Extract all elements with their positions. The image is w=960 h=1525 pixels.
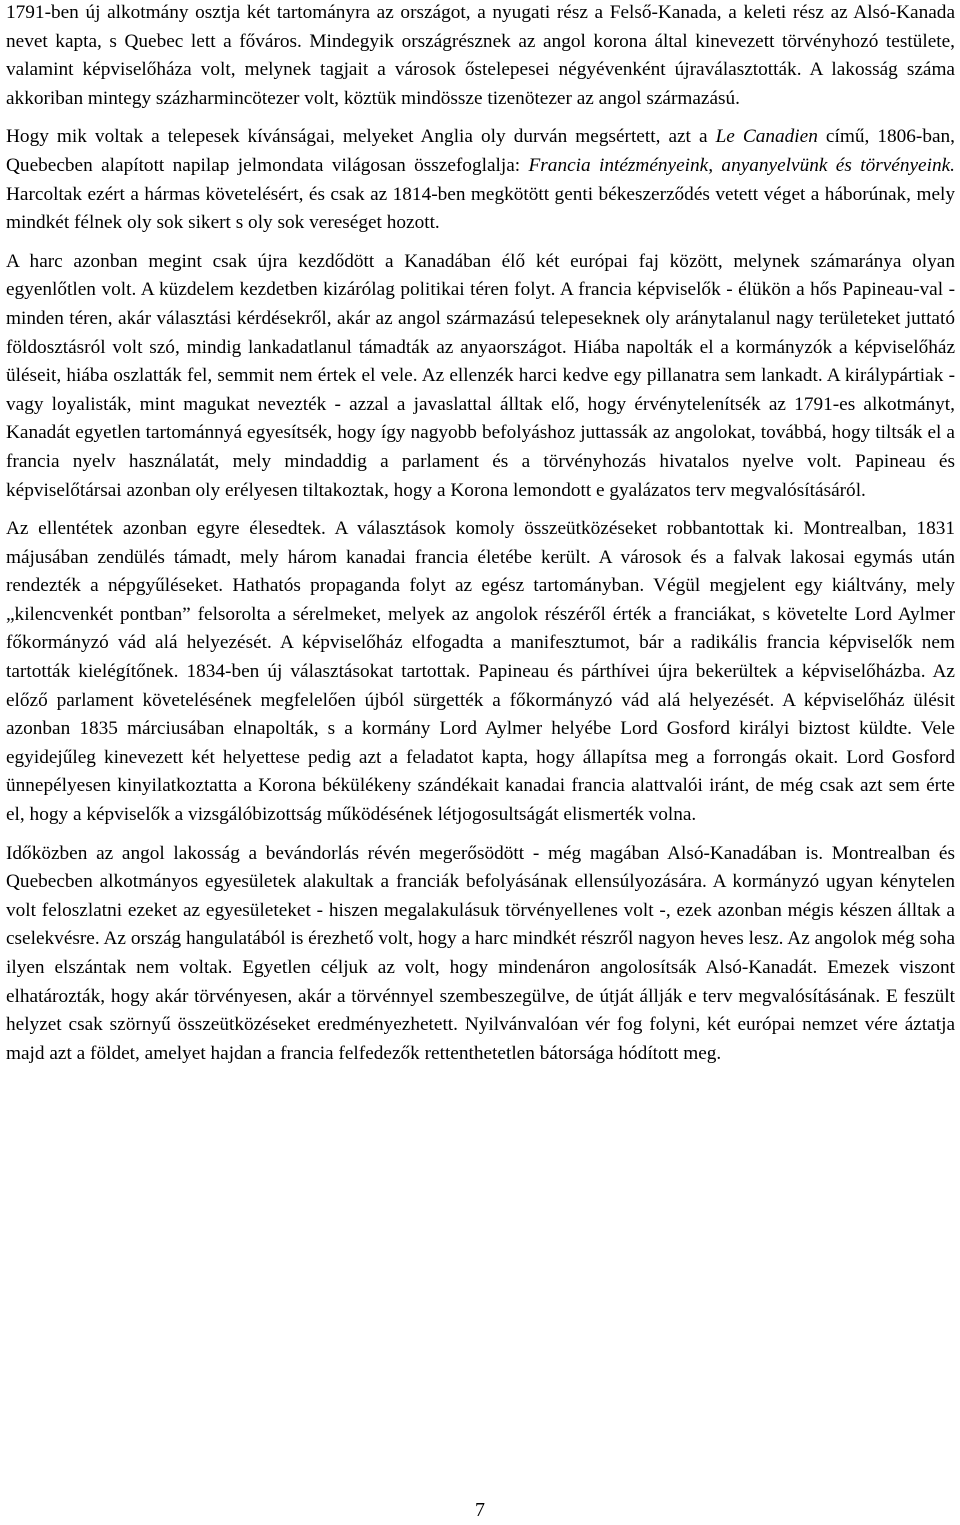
paragraph-text: 1791-ben új alkotmány osztja két tartományra az országot, a nyugati rész a Felső-Kanada, a keleti rész az Alsó-Kanada nevet kapta, s Quebec lett a főváros. Mindegyik országrésznek az angol korona által kinevezett törvényhozó testülete, valamint képviselőháza volt, melynek tagjait a városok őstelepesei négyévenként újraválasztották. A lakosság száma akkoriban mintegy százharmincötezer volt, köztük mindössze tizenötezer az angol származású. — [6, 2, 955, 109]
paragraph-english-population — [6, 840, 955, 1069]
paragraph-text: című, 1806-ban, Quebecben alapított napilap jelmondata világosan összefoglalja: — [6, 126, 955, 176]
page-number: 7 — [475, 1499, 485, 1521]
paragraph-text: Harcoltak ezért a hármas követelésért, és csak az 1814-ben megkötött genti békeszerződés vetett véget a háborúnak, mely mindkét félnek oly sok sikert s oly sok vereséget hozott. — [6, 183, 955, 234]
paragraph-text: Az ellentétek azonban egyre élesedtek. A választások komoly összeütközéseket robbantottak ki. Montrealban, 1831 májusában zendülés támadt, mely három kanadai francia életébe került. A városok és a falvak lakosai egymás után rendezték a népgyűléseket. Hathatós propaganda folyt az egész tartományban. Végül megjelent egy kiáltvány, mely „kilencvenkét pontban” felsorolta a sérelmeket, melyek az angolok részéről érték a franciákat, s követelte Lord Aylmer főkormányzó vád alá helyezését. A képviselőház elfogadta a manifesztumot, bár a radikális francia képviselők nem tartották kielégítőnek. 1834-ben új választásokat tartottak. Papineau és párthívei újra bekerültek a képviselőházba. Az előző parlament követelésének megfelelően újból sürgették a főkormányzó vád alá helyezését. A képviselőház ülésit azonban 1835 márciusában elnapolták, s a kormány Lord Aylmer helyébe Lord Gosford királyi biztost küldte. Vele egyidejűleg kinevezett két helyettese pedig azt a feladatot kapta, hogy állapítsa meg a forrongás okait. Lord Gosford ünnepélyesen kinyilatkoztatta a Korona békülékeny szándékait kanadai francia alattvalói iránt, de még csak azt sem érte el, hogy a képviselők a vizsgálóbizottság működésének létjogosultságát elismerték volna. — [6, 518, 955, 826]
newspaper-title: Le Canadien — [715, 126, 818, 148]
paragraph-text: A harc azonban megint csak újra kezdődött a Kanadában élő két európai faj között, melynek számaránya olyan egyenlőtlen volt. A küzdelem kezdetben kizárólag politikai téren folyt. A francia képviselők - élükön a hős Papineau-val - minden téren, akár választási kérdésekről, akár az angol származású telepeseknek oly aránytalanul nagy területeket juttató földosztásról volt szó, mindig lankadatlanul támadták az anyaországot. Hiába napolták el a kormányzók a képviselőház üléseit, hiába oszlatták fel, semmit nem értek el vele. Az ellenzék harci kedve egy pillanatra sem lankadt. A királypártiak - vagy loyalisták, mint magukat nevezték - azzal a javaslattal álltak elő, hogy érvénytelenítsék az 1791-es alkotmányt, Kanadát egyetlen tartománnyá egyesítsék, hogy így nagyobb befolyáshoz juttassák az angolokat, továbbá, hogy tiltsák el a francia nyelv használatát, mely mindaddig a parlament és a törvényhozás hivatalos nyelve volt. Papineau és képviselőtársai azonban oly erélyesen tiltakoztak, hogy a Korona lemondott e gyalázatos terv megvalósításáról. — [6, 250, 955, 501]
document-page — [6, 0, 955, 1068]
paragraph-constitution-1791 — [6, 0, 955, 113]
motto-quote: Francia intézményeink, anyanyelvünk és törvényeink. — [528, 154, 955, 176]
paragraph-text: Időközben az angol lakosság a bevándorlás révén megerősödött - még magában Alsó-Kanadában is. Montrealban és Quebecben alkotmányos egyesületek alakultak a franciák befolyásának ellensúlyozására. A kormányzó ugyan kénytelen volt feloszlatni ezeket az egyesületeket - hiszen megalakulásuk törvényellenes volt -, ezek azonban mégis készen álltak a cselekvésre. Az ország hangulatából is érezhető volt, hogy a harc mindkét részről nagyon heves lesz. Az angolok még soha ilyen elszántak nem voltak. Egyetlen céljuk az volt, hogy mindenáron angolosítsák Alsó-Kanadát. Emezek viszont elhatározták, hogy akár törvényesen, akár a törvénnyel szembeszegülve, de útját állják e terv megvalósításának. E feszült helyzet csak szörnyű összeütközéseket eredményezhetett. Nyilvánvalóan vér fog folyni, két európai nemzet vére áztatja majd azt a földet, amelyet hajdan a francia felfedezők rettenthetetlen bátorsága hódított meg. — [6, 842, 955, 1064]
paragraph-text: Hogy mik voltak a telepesek kívánságai, melyeket Anglia oly durván megsértett, azt a — [6, 126, 716, 148]
paragraph-settlers-wishes — [6, 123, 955, 237]
paragraph-political-struggle — [6, 248, 955, 505]
paragraph-growing-conflict — [6, 515, 955, 830]
